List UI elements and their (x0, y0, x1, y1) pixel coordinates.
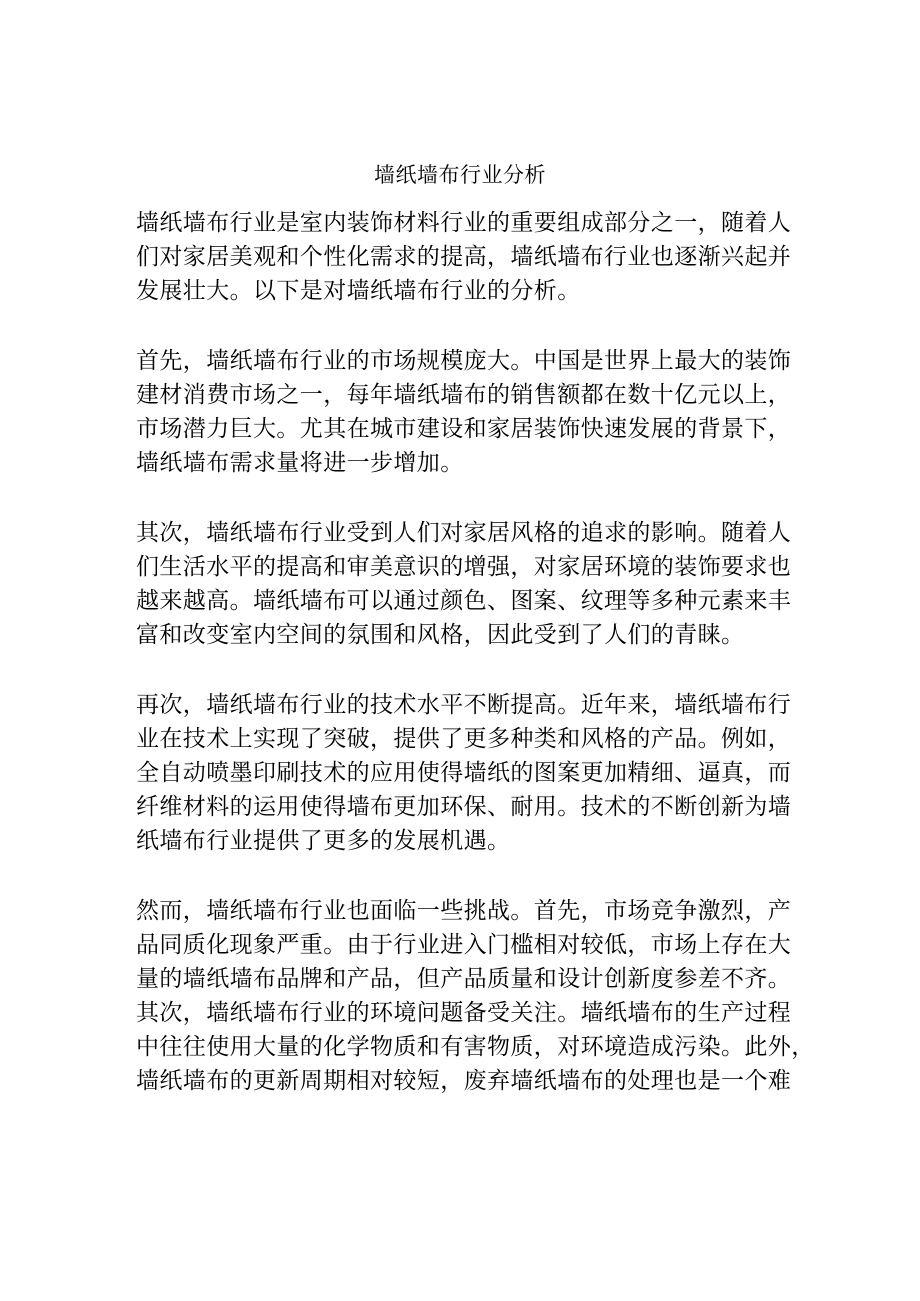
text-line: 全自动喷墨印刷技术的应用使得墙纸的图案更加精细、逼真，而 (136, 760, 792, 786)
paragraph-market-size (136, 344, 796, 480)
text-line: 品同质化现象严重。由于行业进入门槛相对较低，市场上存在大 (136, 932, 792, 958)
text-line: 量的墙纸墙布品牌和产品，但产品质量和设计创新度参差不齐。 (136, 966, 792, 992)
document-body (136, 206, 815, 1134)
text-line: 业在技术上实现了突破，提供了更多种类和风格的产品。例如， (136, 726, 792, 752)
paragraph-style-demand (136, 516, 796, 652)
text-line: 然而，墙纸墙布行业也面临一些挑战。首先，市场竞争激烈，产 (136, 898, 792, 924)
text-line: 墙纸墙布需求量将进一步增加。 (136, 450, 464, 476)
text-line: 其次，墙纸墙布行业的环境问题备受关注。墙纸墙布的生产过程 (136, 1000, 792, 1026)
text-line: 们生活水平的提高和审美意识的增强，对家居环境的装饰要求也 (136, 554, 792, 580)
text-line: 富和改变室内空间的氛围和风格，因此受到了人们的青睐。 (136, 622, 745, 648)
text-line: 发展壮大。以下是对墙纸墙布行业的分析。 (136, 278, 581, 304)
paragraph-challenges (136, 894, 815, 1098)
text-line: 建材消费市场之一，每年墙纸墙布的销售额都在数十亿元以上， (136, 382, 792, 408)
text-line: 墙纸墙布行业是室内装饰材料行业的重要组成部分之一，随着人 (136, 210, 792, 236)
paragraph-technology (136, 688, 796, 858)
text-line: 市场潜力巨大。尤其在城市建设和家居装饰快速发展的背景下， (136, 416, 792, 442)
text-line: 纤维材料的运用使得墙布更加环保、耐用。技术的不断创新为墙 (136, 794, 792, 820)
text-line: 墙纸墙布的更新周期相对较短，废弃墙纸墙布的处理也是一个难 (136, 1068, 792, 1094)
paragraph-intro (136, 206, 796, 308)
document-title: 墙纸墙布行业分析 (374, 163, 546, 187)
text-line: 越来越高。墙纸墙布可以通过颜色、图案、纹理等多种元素来丰 (136, 588, 792, 614)
text-line: 中往往使用大量的化学物质和有害物质，对环境造成污染。此外， (136, 1034, 815, 1060)
text-line: 首先，墙纸墙布行业的市场规模庞大。中国是世界上最大的装饰 (136, 348, 792, 374)
text-line: 们对家居美观和个性化需求的提高，墙纸墙布行业也逐渐兴起并 (136, 244, 792, 270)
text-line: 其次，墙纸墙布行业受到人们对家居风格的追求的影响。随着人 (136, 520, 792, 546)
text-line: 再次，墙纸墙布行业的技术水平不断提高。近年来，墙纸墙布行 (136, 692, 792, 718)
text-line: 纸墙布行业提供了更多的发展机遇。 (136, 828, 511, 854)
